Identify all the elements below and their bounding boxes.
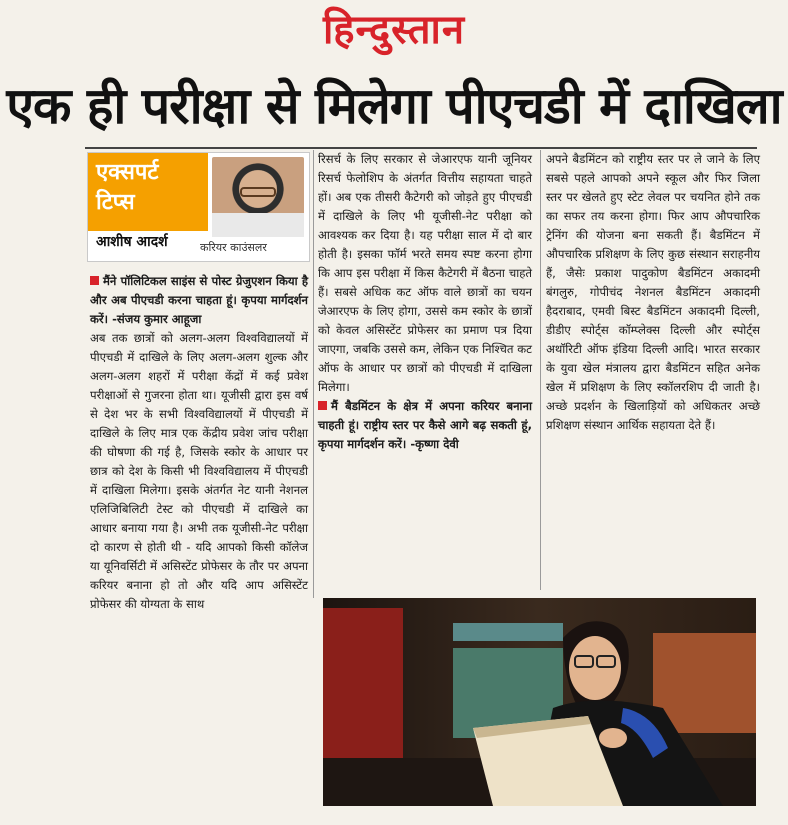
- student-hand: [599, 728, 627, 748]
- expert-name: आशीष आदर्श: [96, 234, 168, 250]
- column-divider-1: [313, 150, 314, 598]
- question-2: [318, 397, 532, 454]
- library-reading-photo: [323, 598, 756, 806]
- shirt-shape: [212, 213, 304, 237]
- bullet-square-icon: [90, 276, 99, 285]
- answer-1-part-2: रिसर्च के लिए सरकार से जेआरएफ यानी जूनियर रिसर्च फेलोशिप के अंतर्गत वित्तीय सहायता चाहते हों। अब एक तीसरी कैटेगरी को जोड़ते हुए पीएचडी में दाखिले के लिए भी यूजीसी-नेट परीक्षा को आवश्यक कर दिया है। यह परीक्षा साल में दो बार होती है। इसका फॉर्म भरते समय स्पष्ट करना होगा कि आप इस परीक्षा में किस कैटेगरी में बैठना चाहते हैं। सबसे अधिक कट ऑफ वाले छात्रों का चयन जेआरएफ के लिए होगा, उससे कम स्कोर के छात्रों को केवल असिस्टेंट प्रोफेसर का प्रमाण पत्र दिया जाएगा, जबकि उससे कम, लेकिन एक निश्चित कट ऑफ के आधार पर छात्रों को पीएचडी में दाखिला मिलेगा।: [318, 152, 532, 394]
- article-headline: एक ही परीक्षा से मिलेगा पीएचडी में दाखिला: [6, 77, 782, 135]
- student-face: [569, 636, 621, 700]
- newspaper-masthead: हिन्दुस्तान: [322, 6, 466, 53]
- headline-rule: [85, 147, 757, 149]
- expert-tag-line2: टिप्स: [96, 190, 135, 215]
- article-column-3: [546, 150, 760, 435]
- glasses-icon: [240, 187, 276, 197]
- question-2-asker: -कृष्णा देवी: [410, 437, 459, 451]
- photo-illustration: [323, 598, 756, 806]
- bullet-square-icon: [318, 401, 327, 410]
- question-1-text: मैंने पॉलिटिकल साइंस से पोस्ट ग्रेजुएशन किया है और अब पीएचडी करना चाहता हूं। कृपया मार्गदर्शन करें।: [90, 274, 308, 326]
- teal-book-row: [453, 623, 563, 641]
- expert-tag-line1: एक्सपर्ट: [96, 160, 159, 185]
- expert-tips-tag: [88, 153, 208, 231]
- expert-portrait: [212, 157, 304, 237]
- article-column-2: [318, 150, 532, 454]
- column-divider-2: [540, 150, 541, 590]
- expert-role: करियर काउंसलर: [200, 241, 267, 254]
- question-1: [90, 272, 308, 329]
- answer-1-part-1: अब तक छात्रों को अलग-अलग विश्वविद्यालयों में पीएचडी में दाखिले के लिए अलग-अलग शुल्क और अलग-अलग शहरों में परीक्षा केंद्रों में कई प्रवेश परीक्षाओं से गुजरना होता था। यूजीसी द्वारा इस वर्ष से देश भर के सभी विश्वविद्यालयों में पीएचडी में दाखिले के लिए मात्र एक केंद्रीय प्रवेश जांच परीक्षा की घोषणा की गई है, जिसके स्कोर के आधार पर छात्र को देश के किसी भी विश्वविद्यालय में पीएचडी में दाखिला मिलेगा। इसके अंतर्गत नेट यानी नेशनल एलिजिबिलिटी टेस्ट को पीएचडी में दाखिले का आधार बनाया गया है। अभी तक यूजीसी-नेट परीक्षा दो कारण से होती थी - यदि आपको किसी कॉलेज या यूनिवर्सिटी में असिस्टेंट प्रोफेसर के तौर पर अपना करियर बनाना हो तो और यदि आप असिस्टेंट प्रोफेसर की योग्यता के साथ: [90, 331, 308, 611]
- question-1-asker: -संजय कुमार आहूजा: [112, 312, 202, 326]
- expert-tips-box: [87, 152, 310, 262]
- article-column-1: [90, 272, 308, 614]
- answer-2: अपने बैडमिंटन को राष्ट्रीय स्तर पर ले जाने के लिए सबसे पहले आपको अपने स्कूल और फिर जिला स्तर पर खेलते हुए स्टेट लेवल पर चयनित होने तक का सफर तय करना होगा। फिर आप औपचारिक ट्रेनिंग की योजना बना सकती हैं। बैडमिंटन में औपचारिक प्रशिक्षण के लिए कुछ संस्थान सराहनीय हैं, जैसेः प्रकाश पादुकोण बैडमिंटन अकादमी बंगलुरु, गोपीचंद नेशनल बैडमिंटन अकादमी हैदराबाद, एमवी बिस्ट बैडमिंटन अकादमी दिल्ली, डीडीए स्पोर्ट्स कॉम्प्लेक्स दिल्ली और स्पोर्ट्स अथॉरिटी ऑफ इंडिया दिल्ली आदि। भारत सरकार के युवा खेल मंत्रालय द्वारा बैडमिंटन सहित अनेक खेल में प्रशिक्षण के लिए स्कॉलरशिप दी जाती है। अच्छे प्रदर्शन के खिलाड़ियों को अधिकतर अच्छे प्रशिक्षण संस्थान आर्थिक सहायता देते हैं।: [546, 152, 760, 432]
- question-2-text: मैं बैडमिंटन के क्षेत्र में अपना करियर बनाना चाहती हूं। राष्ट्रीय स्तर पर कैसे आगे बढ़ सकती हूं, कृपया मार्गदर्शन करें।: [318, 399, 532, 451]
